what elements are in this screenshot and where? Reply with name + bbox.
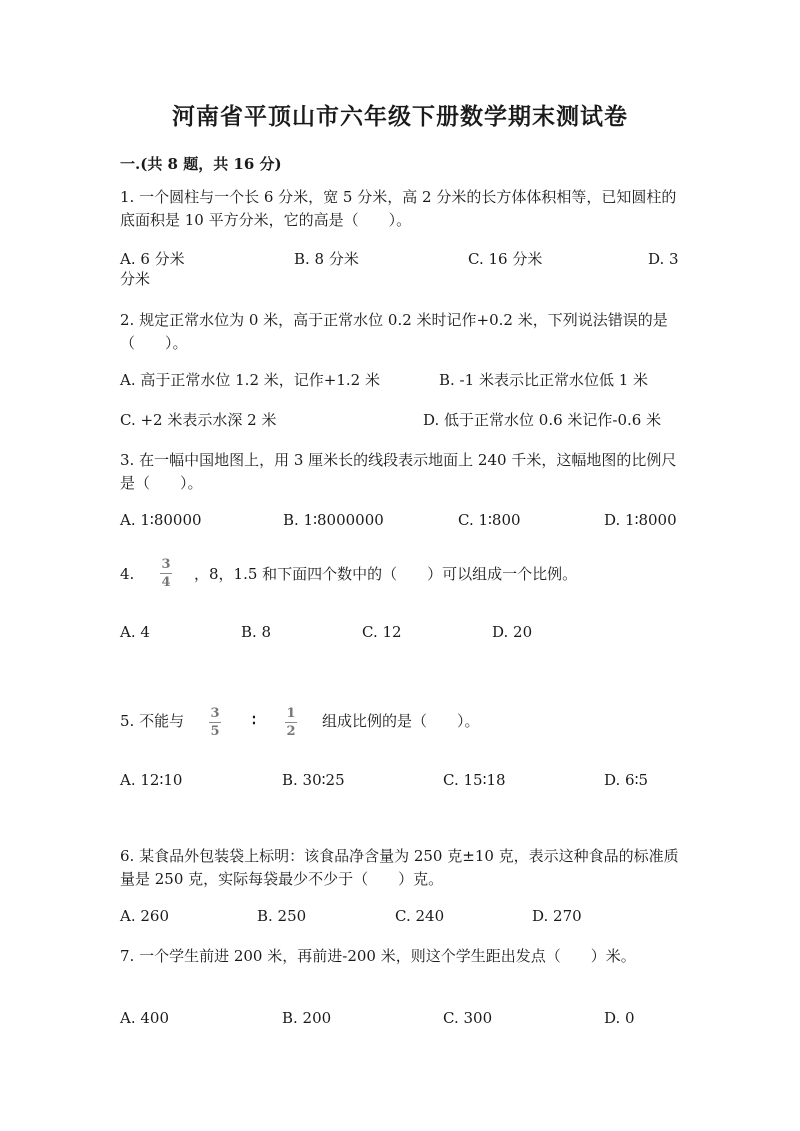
question-5-fraction-1 <box>209 706 221 739</box>
question-4-fraction <box>160 557 172 590</box>
question-2-option-d: D. 低于正常水位 0.6 米记作-0.6 米 <box>423 411 662 429</box>
fraction-denominator: 4 <box>161 575 171 590</box>
question-2-option-a: A. 高于正常水位 1.2 米，记作+1.2 米 <box>120 371 380 389</box>
question-6-option-d: D. 270 <box>532 907 582 925</box>
question-1-option-b: B. 8 分米 <box>294 250 359 268</box>
fraction-numerator: 1 <box>286 706 296 721</box>
question-4-number: 4. <box>120 565 135 583</box>
question-4-stem: ，8，1.5 和下面四个数中的（ ）可以组成一个比例。 <box>194 565 578 583</box>
question-6-option-b: B. 250 <box>257 907 307 925</box>
fraction-numerator: 3 <box>161 557 171 572</box>
question-7-option-a: A. 400 <box>120 1009 169 1027</box>
question-5-option-d: D. 6∶5 <box>604 771 649 789</box>
question-3-stem: 3. 在一幅中国地图上，用 3 厘米长的线段表示地面上 240 千米，这幅地图的比例尺是（ ）。 <box>120 451 677 492</box>
question-7-option-b: B. 200 <box>282 1009 332 1027</box>
question-4-option-b: B. 8 <box>241 623 272 641</box>
fraction-bar <box>209 722 221 723</box>
question-5-option-b: B. 30∶25 <box>282 771 345 789</box>
question-5-option-a: A. 12∶10 <box>120 771 183 789</box>
question-1-option-d: D. 3 <box>648 250 679 268</box>
question-7-stem: 7. 一个学生前进 200 米，再前进-200 米，则这个学生距出发点（ ）米。 <box>120 947 636 965</box>
fraction-denominator: 5 <box>210 724 220 739</box>
question-2-stem: 2. 规定正常水位为 0 米，高于正常水位 0.2 米时记作+0.2 米，下列说法错误的是（ ）。 <box>120 311 668 352</box>
question-2-option-c: C. +2 米表示水深 2 米 <box>120 411 277 429</box>
question-5-prefix: 5. 不能与 <box>120 712 185 730</box>
question-3-option-a: A. 1∶80000 <box>120 511 202 529</box>
question-7-option-d: D. 0 <box>604 1009 635 1027</box>
question-5-fraction-2 <box>285 706 297 739</box>
question-4-option-d: D. 20 <box>492 623 533 641</box>
fraction-bar <box>160 573 172 574</box>
question-3-option-c: C. 1∶800 <box>458 511 521 529</box>
question-6-stem: 6. 某食品外包装袋上标明：该食品净含量为 250 克±10 克，表示这种食品的标准质量是 250 克，实际每袋最少不少于（ ）克。 <box>120 847 679 888</box>
question-5-stem: 组成比例的是（ ）。 <box>322 712 480 730</box>
question-6-option-c: C. 240 <box>395 907 445 925</box>
question-4-option-c: C. 12 <box>362 623 402 641</box>
question-3-option-d: D. 1∶8000 <box>604 511 677 529</box>
question-4-option-a: A. 4 <box>120 623 150 641</box>
question-7-option-c: C. 300 <box>443 1009 493 1027</box>
question-3-option-b: B. 1∶8000000 <box>283 511 384 529</box>
question-1-option-c: C. 16 分米 <box>468 250 543 268</box>
question-6-option-a: A. 260 <box>120 907 169 925</box>
question-5-option-c: C. 15∶18 <box>443 771 506 789</box>
question-1-stem: 1. 一个圆柱与一个长 6 分米，宽 5 分米，高 2 分米的长方体体积相等，已知圆柱的底面积是 10 平方分米，它的高是（ ）。 <box>120 188 677 229</box>
question-2-option-b: B. -1 米表示比正常水位低 1 米 <box>439 371 649 389</box>
ratio-colon: ∶ <box>252 711 256 729</box>
page-title: 河南省平顶山市六年级下册数学期末测试卷 <box>172 103 628 130</box>
question-1-option-d-continued: 分米 <box>120 270 151 288</box>
fraction-denominator: 2 <box>286 724 296 739</box>
question-1-option-a: A. 6 分米 <box>120 250 185 268</box>
fraction-numerator: 3 <box>210 706 220 721</box>
fraction-bar <box>285 722 297 723</box>
section-heading: 一.(共 8 题，共 16 分) <box>120 155 282 173</box>
